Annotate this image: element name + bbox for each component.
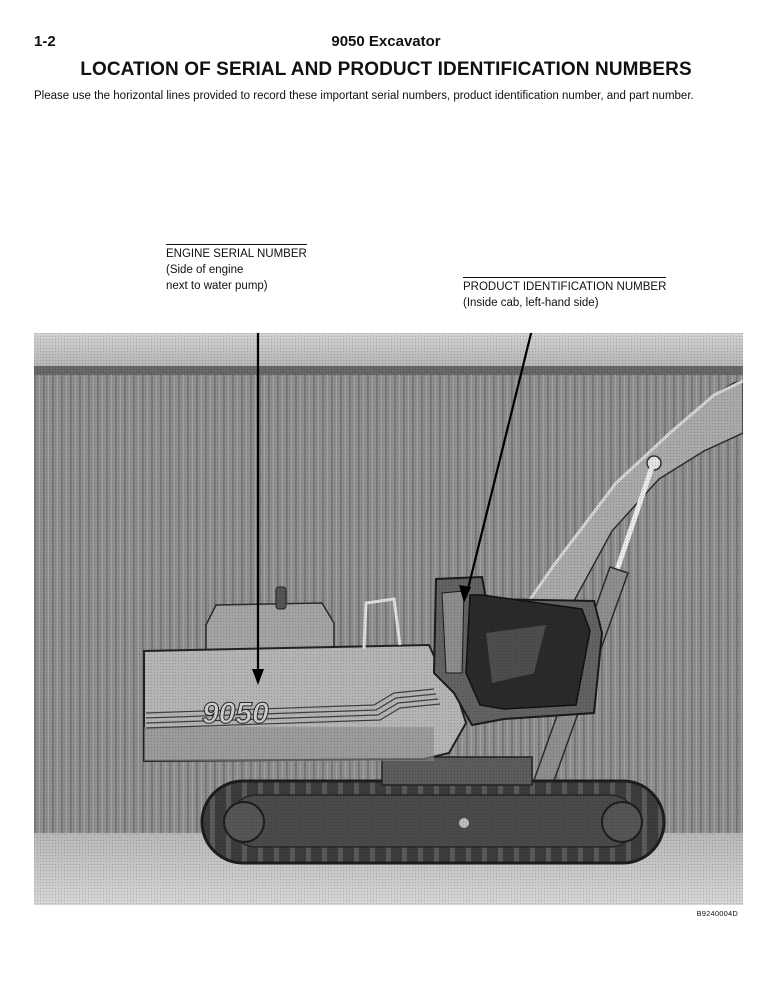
engine-serial-location-line2: next to water pump) (166, 280, 268, 292)
pin-callout (463, 277, 666, 311)
excavator-photo (34, 333, 743, 905)
page-number: 1-2 (34, 33, 56, 50)
halftone-overlay (34, 333, 743, 905)
pin-label: PRODUCT IDENTIFICATION NUMBER (463, 277, 666, 295)
figure-id: B9240004D (696, 909, 738, 918)
engine-serial-label: ENGINE SERIAL NUMBER (166, 244, 307, 262)
page-title: LOCATION OF SERIAL AND PRODUCT IDENTIFICATION NUMBERS (80, 59, 692, 80)
pin-location-line1: (Inside cab, left-hand side) (463, 297, 599, 309)
engine-serial-callout (166, 244, 307, 294)
engine-serial-location-line1: (Side of engine (166, 264, 244, 276)
running-title: 9050 Excavator (331, 33, 441, 50)
intro-paragraph: Please use the horizontal lines provided to record these important serial numbers, product identification number, and part number. (34, 90, 694, 102)
